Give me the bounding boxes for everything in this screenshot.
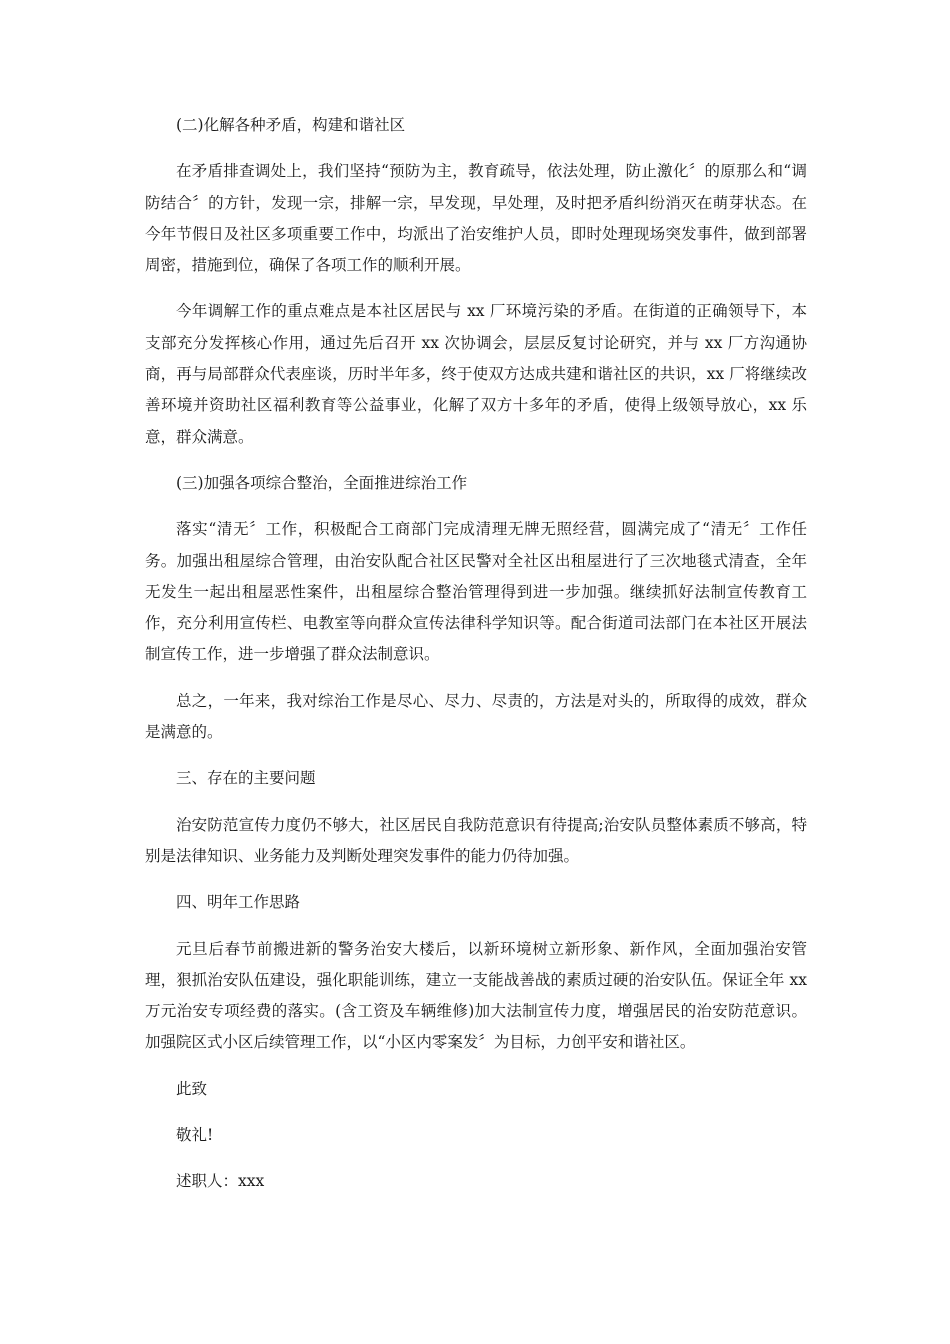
section-heading-main-problems: 三、存在的主要问题 [176,769,316,788]
paragraph-problems: 治安防范宣传力度仍不够大，社区居民自我防范意识有待提高;治安队员整体素质不够高，特别是法律知识、业务能力及判断处理突发事件的能力仍待加强。 [145,815,807,865]
paragraph-mediation-focus: 今年调解工作的重点难点是本社区居民与 xx 厂环境污染的矛盾。在街道的正确领导下，本支部充分发挥核心作用，通过先后召开 xx 次协调会，层层反复讨论研究，并与 xx 厂方沟通协商，再与局部群众代表座谈，历时半年多，终于使双方达成共建和谐社区的共识，xx 厂将继续改善环境并资助社区福利教育等公益事业，化解了双方十多年的矛盾，使得上级领导放心，xx 乐意，群众满意。 [145,302,807,446]
closing-salutation: 此致 [176,1079,208,1098]
paragraph-summary: 总之，一年来，我对综治工作是尽心、尽力、尽责的，方法是对头的，所取得的成效，群众是满意的。 [145,691,807,742]
section-heading-next-year-plan: 四、明年工作思路 [176,893,301,912]
paragraph-next-year-plan: 元旦后春节前搬进新的警务治安大楼后，以新环境树立新形象、新作风，全面加强治安管理，狠抓治安队伍建设，强化职能训练，建立一支能战善战的素质过硬的治安队伍。保证全年 xx 万元治安专项经费的落实。(含工资及车辆维修)加大法制宣传力度，增强居民的治安防范意识。加强院区式小区后续管理工作，以“小区内零案发〞为目标，力创平安和谐社区。 [145,939,807,1052]
document-page [145,110,807,1213]
section-heading-comprehensive-governance: (三)加强各项综合整治，全面推进综治工作 [176,473,468,492]
paragraph-conflict-investigation: 在矛盾排查调处上，我们坚持“预防为主，教育疏导，依法处理，防止激化〞的原那么和“调防结合〞的方针，发现一宗，排解一宗，早发现，早处理，及时把矛盾纠纷消灭在萌芽状态。在今年节假日及社区多项重要工作中，均派出了治安维护人员，即时处理现场突发事件，做到部署周密，措施到位，确保了各项工作的顺利开展。 [145,162,807,275]
paragraph-qingwu-work: 落实“清无〞工作，积极配合工商部门完成清理无牌无照经营，圆满完成了“清无〞工作任务。加强出租屋综合管理，由治安队配合社区民警对全社区出租屋进行了三次地毯式清查，全年无发生一起出租屋恶性案件，出租屋综合整治管理得到进一步加强。继续抓好法制宣传教育工作，充分利用宣传栏、电教室等向群众宣传法律科学知识等。配合街道司法部门在本社区开展法制宣传工作，进一步增强了群众法制意识。 [145,520,807,664]
signature-line: 述职人：xxx [176,1172,265,1191]
section-heading-resolve-conflicts: (二)化解各种矛盾，构建和谐社区 [176,116,406,134]
closing-regards: 敬礼! [176,1126,214,1145]
